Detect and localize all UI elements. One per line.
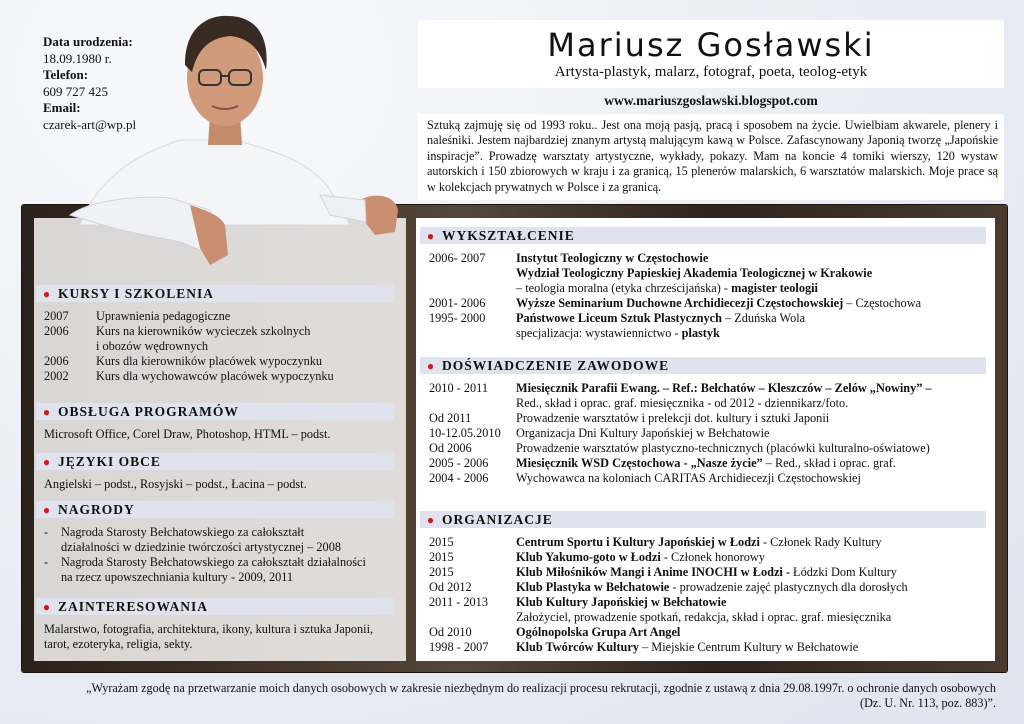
phone-value: 609 727 425: [43, 83, 108, 99]
section-software-header: [36, 403, 394, 420]
section-education-header: [420, 227, 986, 244]
section-languages-title: JĘZYKI OBCE: [58, 454, 161, 469]
person-name: Mariusz Gosławski: [547, 26, 875, 64]
birth-date-value: 18.09.1980 r.: [43, 50, 112, 66]
footer-line: „Wyrażam zgodę na przetwarzanie moich danych osobowych w zakresie niezbędnym do realizacji procesu rekrutacji, zgodnie z ustawą z dnia 29.08.1997r. o ochronie danych osobowych: [86, 681, 996, 695]
education-row-cont: specjalizacja: wystawiennictwo - plastyk: [516, 326, 720, 340]
gdpr-consent-footer: [0, 681, 1024, 711]
section-courses-title: KURSY I SZKOLENIA: [58, 286, 215, 301]
bullet-icon: ●: [42, 503, 52, 517]
education-row-cont: Wydział Teologiczny Papieskiej Akademia Teologicznej w Krakowie: [516, 266, 873, 280]
phone-label: Telefon:: [43, 67, 89, 82]
section-education-title: WYKSZTAŁCENIE: [442, 228, 575, 243]
languages-text: Angielski – podst., Rosyjski – podst., Łacina – podst.: [44, 477, 307, 491]
interests-line: Malarstwo, fotografia, architektura, ikony, kultura i sztuka Japonii,: [44, 622, 374, 636]
section-awards-header: [36, 501, 394, 518]
section-interests-header: [36, 598, 394, 615]
email-label: Email:: [43, 100, 81, 115]
section-interests-title: ZAINTERESOWANIA: [58, 599, 209, 614]
award-item-cont: na rzecz upowszechniania kultury - 2009, 2011: [61, 570, 294, 584]
section-awards-title: NAGRODY: [58, 502, 135, 517]
interests-line: tarot, ezoteryka, religia, sekty.: [44, 637, 193, 651]
section-software-title: OBSŁUGA PROGRAMÓW: [58, 404, 239, 419]
bullet-icon: ●: [426, 513, 436, 527]
bullet-icon: ●: [426, 229, 436, 243]
bullet-icon: ●: [42, 455, 52, 469]
software-text: Microsoft Office, Corel Draw, Photoshop, HTML – podst.: [44, 427, 331, 441]
section-courses-header: [36, 285, 394, 302]
bullet-icon: ●: [42, 287, 52, 301]
intro-text: Sztuką zajmuję się od 1993 roku.. Jest ona moją pasją, pracą i sposobem na życie. Uwielbiam akwarele, plenery i naleśniki. Jestem najbardziej znanym artystą malującym kawą w Polsce. Zafascynowany Japonią tworzę „Japońskie inspiracje”. Prowadzę warsztaty artystyczne, wykłady, pokazy. Mam na koncie 4 tomiki wierszy, 120 wystaw autorskich i 150 zbiorowych w kraju i za granicą, 15 plenerów malarskich, 6 warsztatów malarskich. Moje prace są w kolekcjach prywatnych w Polsce i za granicą.: [427, 118, 998, 194]
section-organizations-header: [420, 511, 986, 528]
section-experience-header: [420, 357, 986, 374]
bullet-icon: ●: [42, 600, 52, 614]
experience-row-cont: Red., skład i oprac. graf. miesięcznika - od 2012 - dziennikarz/foto.: [516, 396, 849, 410]
section-organizations-title: ORGANIZACJE: [442, 512, 553, 527]
bullet-icon: ●: [42, 405, 52, 419]
birth-date-label: Data urodzenia:: [43, 34, 133, 49]
email-value[interactable]: czarek-art@wp.pl: [43, 116, 137, 132]
footer-line: (Dz. U. Nr. 113, poz. 883)”.: [860, 696, 996, 710]
website-link[interactable]: www.mariuszgoslawski.blogspot.com: [604, 93, 818, 108]
intro-box: [418, 114, 1004, 200]
education-row-cont: – teologia moralna (etyka chrześcijańska) - magister teologii: [516, 281, 818, 295]
person-subtitle: Artysta-plastyk, malarz, fotograf, poeta, teolog-etyk: [554, 64, 868, 80]
bullet-icon: ●: [426, 359, 436, 373]
award-item-cont: działalności w dziedzinie twórczości artystycznej – 2008: [61, 540, 341, 554]
section-languages-header: [36, 453, 394, 470]
section-experience-title: DOŚWIADCZENIE ZAWODOWE: [442, 358, 670, 373]
contact-info: [43, 34, 136, 133]
name-box: [418, 20, 1004, 88]
